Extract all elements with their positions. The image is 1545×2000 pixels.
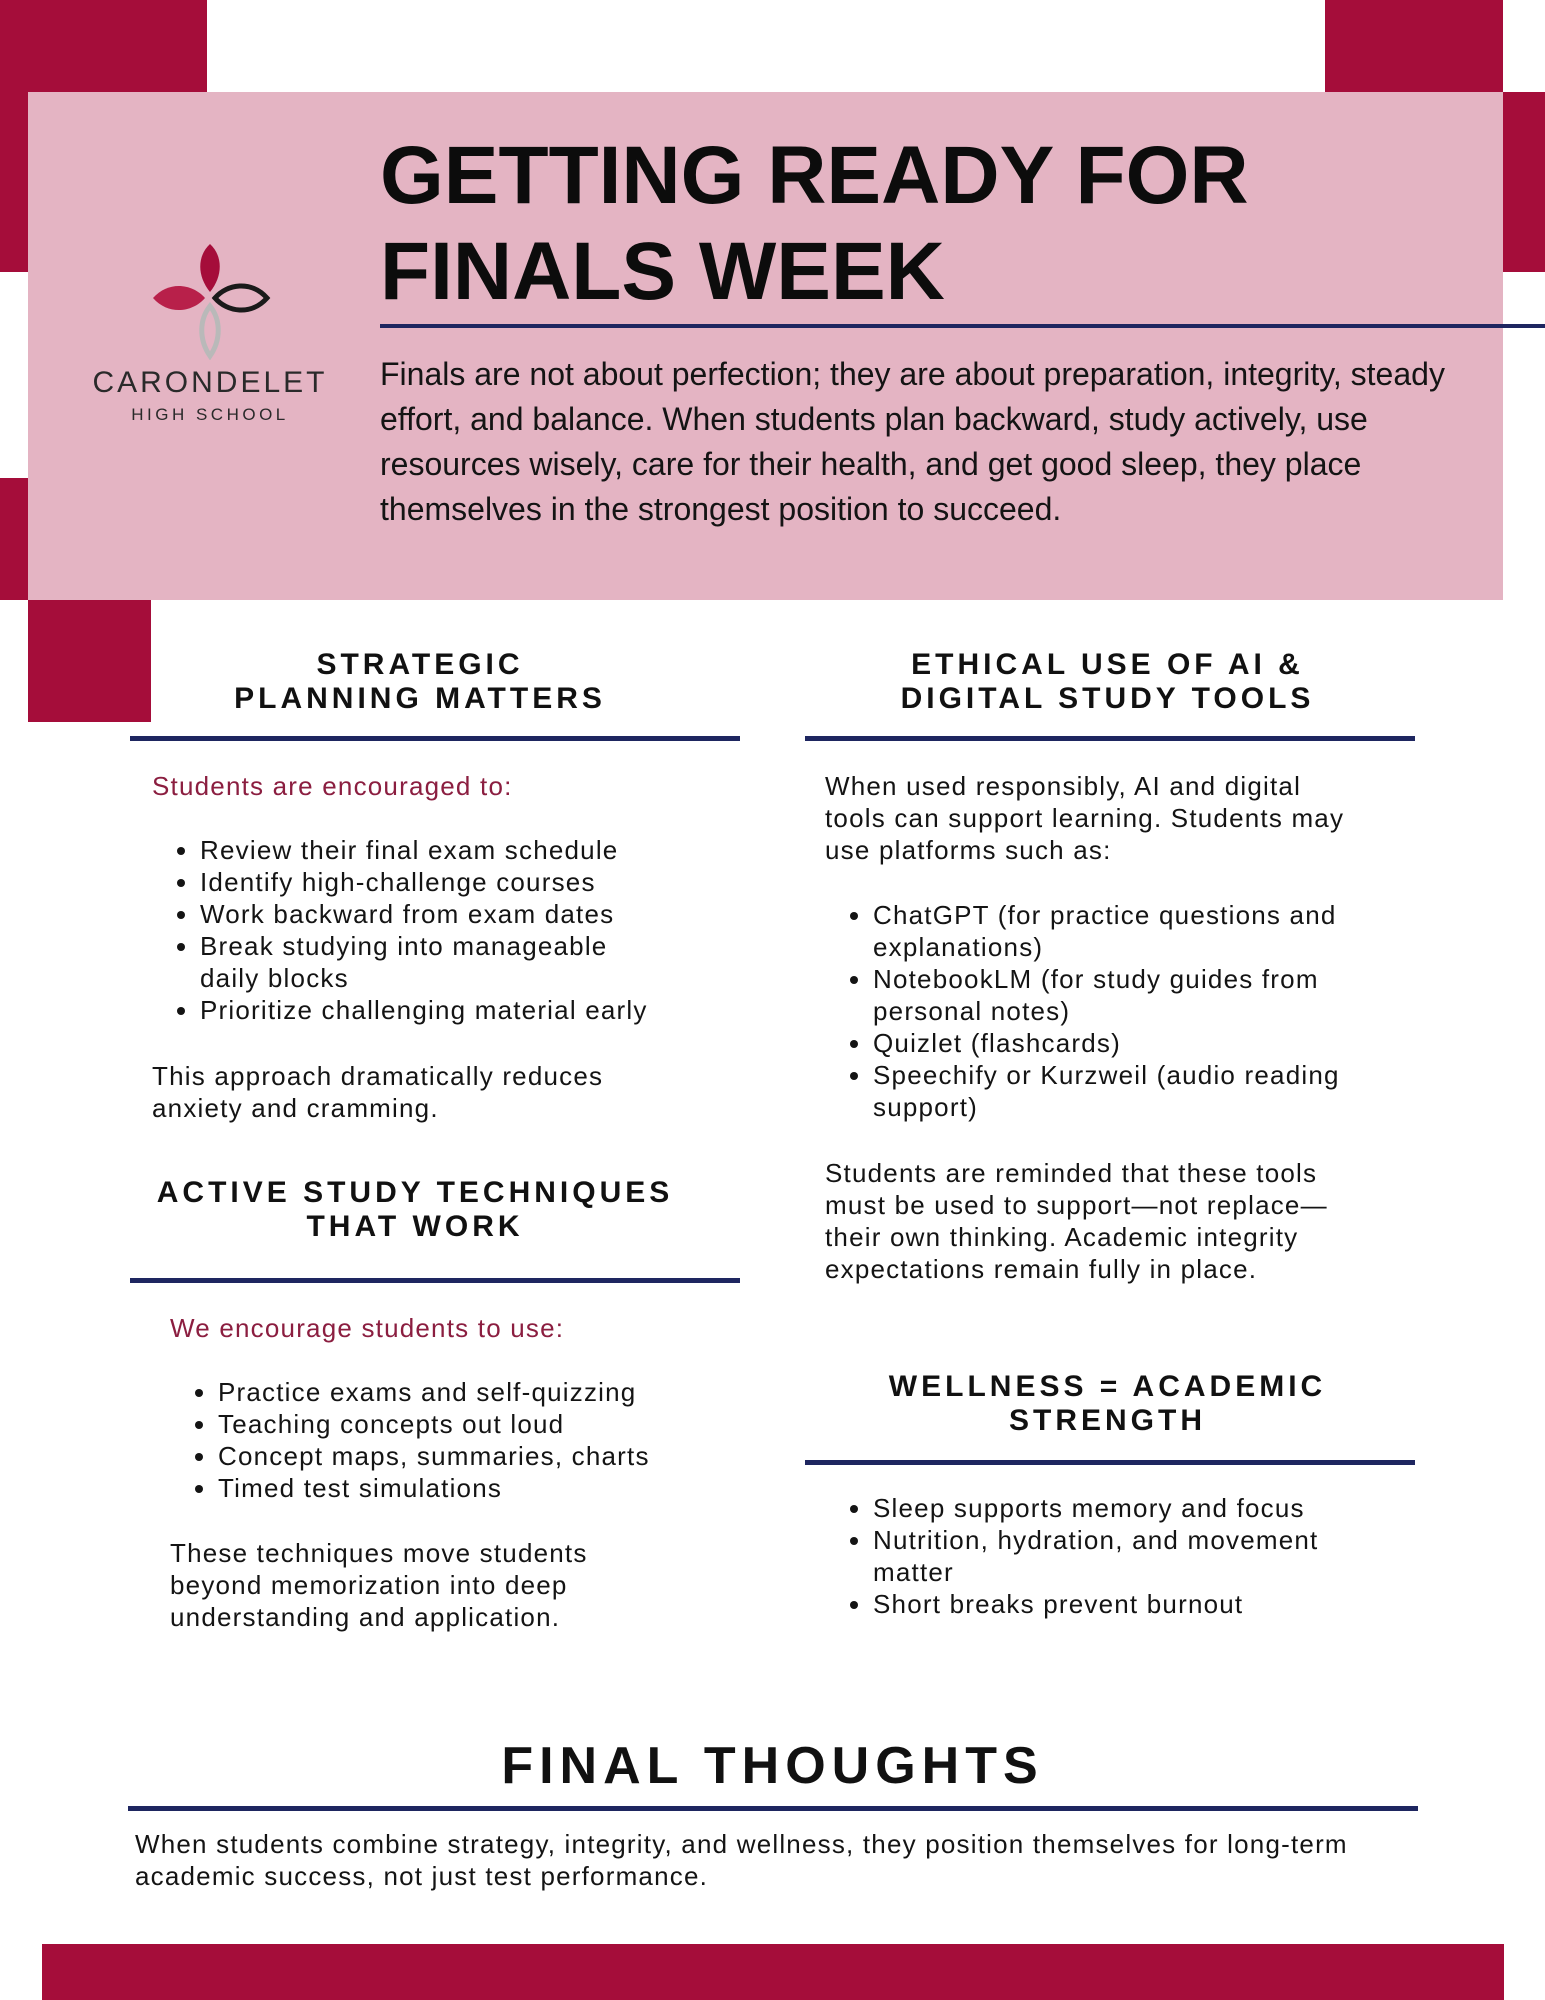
final-heading: FINAL THOUGHTS [501, 1737, 1044, 1795]
planning-divider [130, 736, 740, 741]
list-item: • Identify high-challenge courses [200, 866, 760, 898]
planning-heading-line-1: STRATEGIC [316, 648, 524, 681]
title-line-1: GETTING READY FOR [380, 130, 1249, 221]
wellness-list [825, 1492, 1413, 1620]
school-subtitle: HIGH SCHOOL [131, 405, 289, 424]
wellness-heading [800, 1370, 1415, 1438]
list-item: • Speechify or Kurzweil (audio reading support) [873, 1059, 1373, 1123]
active-closing: These techniques move students beyond memorization into deep understanding and application. [170, 1538, 588, 1632]
list-item: • Work backward from exam dates [200, 898, 760, 930]
final-text: When students combine strategy, integrity, and wellness, they position themselves for long-term academic success, not just test performance. [135, 1829, 1348, 1891]
planning-heading-line-2: PLANNING MATTERS [234, 682, 606, 715]
list-item: • Concept maps, summaries, charts [218, 1440, 778, 1472]
list-item: • Short breaks prevent burnout [873, 1588, 1413, 1620]
wellness-divider [805, 1460, 1415, 1465]
ethical-heading-line-2: DIGITAL STUDY TOOLS [900, 682, 1315, 715]
list-item: • NotebookLM (for study guides from personal notes) [873, 963, 1373, 1027]
list-item: • Nutrition, hydration, and movement matter [873, 1524, 1343, 1588]
title-divider [380, 324, 1545, 328]
corner-block-top-right [1325, 0, 1503, 92]
active-divider [130, 1278, 740, 1283]
list-item: • Review their final exam schedule [200, 834, 760, 866]
wellness-heading-line-2: STRENGTH [1009, 1404, 1206, 1437]
planning-heading [130, 648, 710, 716]
active-lead: We encourage students to use: [170, 1313, 565, 1343]
planning-list [152, 834, 760, 1026]
ethical-heading [800, 648, 1415, 716]
ethical-lead: When used responsibly, AI and digital tools can support learning. Students may use platforms such as: [825, 771, 1345, 865]
school-name: CARONDELET [92, 366, 328, 399]
ethical-list [825, 899, 1373, 1123]
list-item: • Sleep supports memory and focus [873, 1492, 1413, 1524]
corner-block-right-edge [1503, 92, 1545, 272]
ethical-divider [805, 736, 1415, 741]
title-line-2: FINALS WEEK [380, 226, 945, 317]
wellness-heading-line-1: WELLNESS = ACADEMIC [888, 1370, 1327, 1403]
active-list [170, 1376, 778, 1504]
active-heading-line-2: THAT WORK [306, 1210, 524, 1243]
ethical-heading-line-1: ETHICAL USE OF AI & [911, 648, 1304, 681]
intro-paragraph: Finals are not about perfection; they are about preparation, integrity, steady effort, and balance. When students plan backward, study actively, use resources wisely, care for their health, and get good sleep, they place themselves in the strongest position to succeed. [380, 356, 1445, 527]
school-logo [80, 240, 340, 423]
page-title [380, 128, 1380, 320]
final-divider [128, 1806, 1418, 1811]
planning-lead: Students are encouraged to: [152, 771, 513, 801]
side-block-left-middle [0, 478, 28, 600]
planning-closing: This approach dramatically reduces anxiety and cramming. [152, 1061, 604, 1123]
active-heading-line-1: ACTIVE STUDY TECHNIQUES [156, 1176, 674, 1209]
list-item: • Teaching concepts out loud [218, 1408, 778, 1440]
list-item: • Break studying into manageable daily blocks [200, 930, 630, 994]
carondelet-cross-logo-icon [145, 240, 275, 360]
footer-bar [42, 1944, 1504, 2000]
list-item: • Practice exams and self-quizzing [218, 1376, 778, 1408]
corner-block-left-edge [0, 92, 28, 272]
list-item: • ChatGPT (for practice questions and explanations) [873, 899, 1373, 963]
corner-block-top-left [0, 0, 207, 92]
list-item: • Timed test simulations [218, 1472, 778, 1504]
list-item: • Quizlet (flashcards) [873, 1027, 1373, 1059]
list-item: • Prioritize challenging material early [200, 994, 760, 1026]
ethical-closing: Students are reminded that these tools must be used to support—not replace—their own thinking. Academic integrity expectations remain fully in place. [825, 1158, 1328, 1284]
active-heading [120, 1176, 710, 1244]
